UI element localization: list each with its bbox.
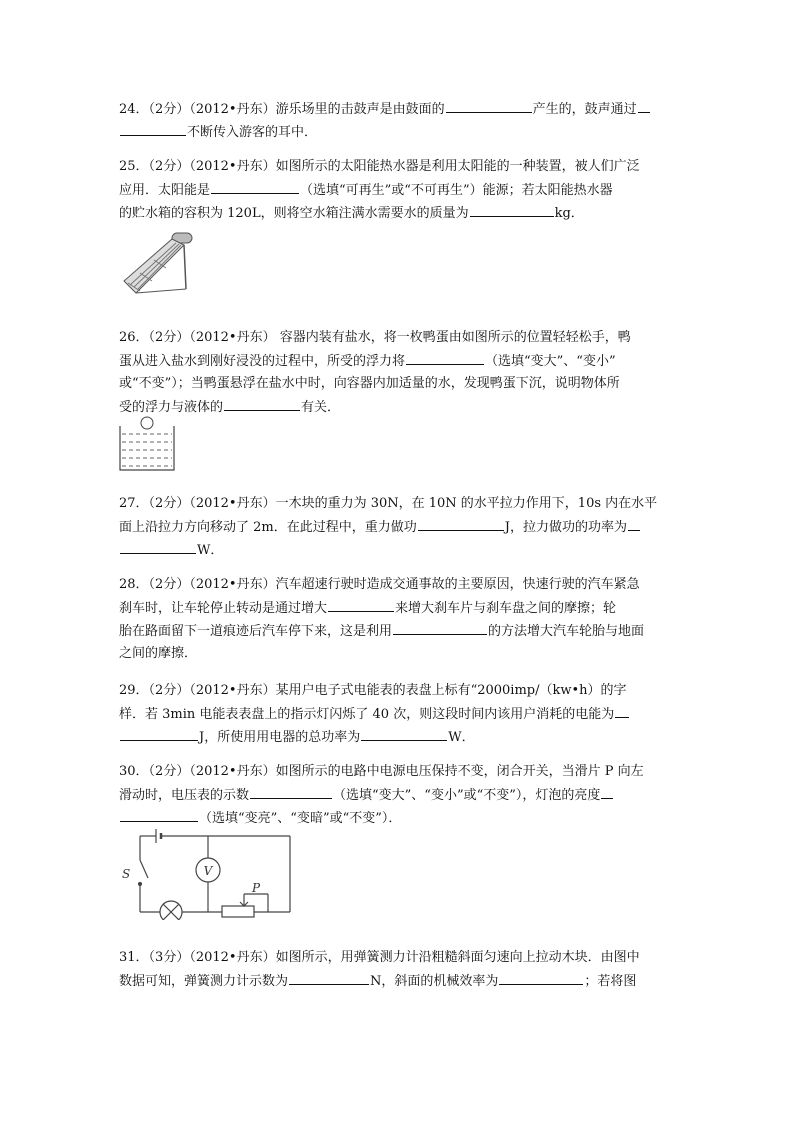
answer-blank[interactable] <box>211 178 299 194</box>
answer-blank[interactable] <box>446 97 532 113</box>
answer-blank[interactable] <box>224 395 300 411</box>
answer-blank[interactable] <box>328 596 394 612</box>
answer-blank[interactable] <box>406 349 484 365</box>
slider-label: P <box>252 881 261 895</box>
circuit-diagram-figure <box>118 826 296 920</box>
answer-blank[interactable] <box>120 806 198 822</box>
answer-blank[interactable] <box>120 538 196 554</box>
answer-blank[interactable] <box>120 120 186 136</box>
question-25: 25．（2分）（2012•丹东）如图所示的太阳能热水器是利用太阳能的一种装置，被人们广泛 应用．太阳能是 （选填“可再生”或“不可再生”）能源；若太阳能热水器 的贮水箱的容积为 120L，则将空水箱注满水需要水的质量为 kg． <box>119 159 640 221</box>
answer-blank[interactable] <box>638 97 650 113</box>
question-28: 28．（2分）（2012•丹东）汽车超速行驶时造成交通事故的主要原因，快速行驶的汽车紧急 刹车时，让车轮停止转动是通过增大 来增大刹车片与刹车盘之间的摩擦；轮 胎在路面留下一道痕迹后汽车停下来，这是利用 的方法增大汽车轮胎与地面 之间的摩擦． <box>119 577 645 661</box>
answer-blank[interactable] <box>361 725 447 741</box>
question-30: 30．（2分）（2012•丹东）如图所示的电路中电源电压保持不变，闭合开关，当滑片 P 向左 滑动时，电压表的示数 （选填“变大”、“变小”或“不变”），灯泡的亮度 （选填“变亮”、“变暗”或“不变”）． <box>119 764 644 826</box>
solar-water-heater-figure <box>118 229 196 299</box>
question-31: 31．（3分）（2012•丹东）如图所示，用弹簧测力计沿粗糙斜面匀速向上拉动木块．由图中 数据可知，弹簧测力计示数为 N，斜面的机械效率为 ；若将图 <box>119 950 640 989</box>
answer-blank[interactable] <box>289 969 369 985</box>
answer-blank[interactable] <box>250 783 332 799</box>
salt-water-container-figure <box>118 416 178 472</box>
question-27: 27．（2分）（2012•丹东）一木块的重力为 30N，在 10N 的水平拉力作用下，10s 内在水平 面上沿拉力方向移动了 2m．在此过程中，重力做功 J，拉力做功的功率为 W． <box>119 496 658 558</box>
answer-blank[interactable] <box>120 725 198 741</box>
answer-blank[interactable] <box>470 201 554 217</box>
answer-blank[interactable] <box>499 969 583 985</box>
voltmeter-label: V <box>203 864 213 878</box>
answer-blank[interactable] <box>393 619 487 635</box>
answer-blank[interactable] <box>418 515 504 531</box>
answer-blank[interactable] <box>615 702 629 718</box>
switch-label: S <box>122 867 131 881</box>
question-29: 29．（2分）（2012•丹东）某用户电子式电能表的表盘上标有“2000imp/（kw•h）的字 样．若 3min 电能表表盘上的指示灯闪烁了 40 次，则这段时间内该用户消耗的电能为 J，所使用用电器的总功率为 W． <box>119 679 679 748</box>
answer-blank[interactable] <box>628 515 640 531</box>
question-24: 24．（2分）（2012•丹东）游乐场里的击鼓声是由鼓面的 产生的，鼓声通过 不断传入游客的耳中． <box>119 97 679 143</box>
question-26: 26．（2分）（2012•丹东） 容器内装有盐水，将一枚鸭蛋由如图所示的位置轻轻松手，鸭 蛋从进入盐水到刚好浸没的过程中，所受的浮力将 （选填“变大”、“变小” 或“不变”）；当鸭蛋悬浮在盐水中时，向容器内加适量的水，发现鸭蛋下沉，说明物体所 受的浮力与液体的 有关． <box>119 330 631 415</box>
answer-blank[interactable] <box>601 783 613 799</box>
